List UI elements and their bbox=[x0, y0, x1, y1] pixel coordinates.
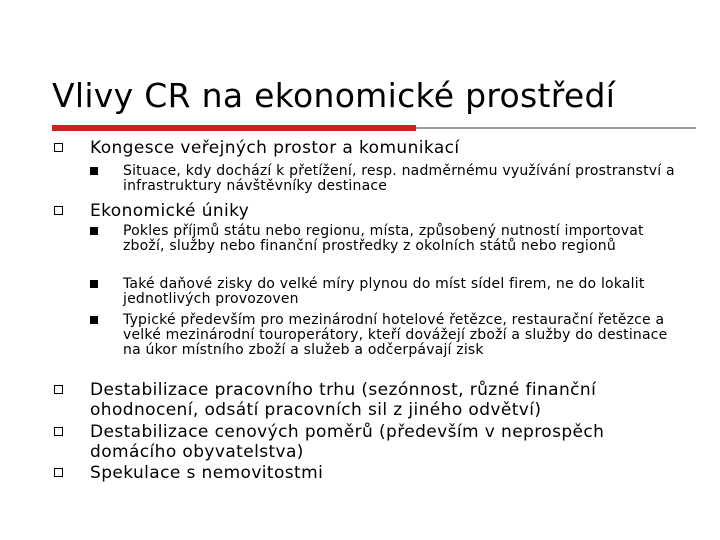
hollow-square-bullet-icon bbox=[54, 427, 63, 436]
slide-title: Vlivy CR na ekonomické prostředí bbox=[52, 76, 616, 115]
bullet-item: Spekulace s nemovitostmi bbox=[90, 463, 324, 483]
bullet-item: Ekonomické úniky bbox=[90, 201, 250, 221]
bullet-item: Destabilizace cenových poměrů (především v neprospěch domácího obyvatelstva) bbox=[90, 422, 605, 462]
bullet-item: Kongesce veřejných prostor a komunikací bbox=[90, 138, 460, 158]
filled-square-bullet-icon bbox=[90, 316, 98, 324]
hollow-square-bullet-icon bbox=[54, 385, 63, 394]
bullet-item: Destabilizace pracovního trhu (sezónnost, různé finanční ohodnocení, odsátí pracovních sil z jiného odvětví) bbox=[90, 380, 597, 420]
filled-square-bullet-icon bbox=[90, 227, 98, 235]
hollow-square-bullet-icon bbox=[54, 468, 63, 477]
sub-bullet-item: Typické především pro mezinárodní hotelové řetězce, restaurační řetězce a velké mezinárodní touroperátory, kteří dovážejí zboží a služby do destinace na úkor místního zboží a služeb a odčerpávají zisk bbox=[123, 312, 668, 358]
sub-bullet-item: Situace, kdy dochází k přetížení, resp. nadměrnému využívání prostranství a infrastruktury návštěvníky destinace bbox=[123, 163, 675, 194]
filled-square-bullet-icon bbox=[90, 167, 98, 175]
sub-bullet-item: Také daňové zisky do velké míry plynou do míst sídel firem, ne do lokalit jednotlivých provozoven bbox=[123, 276, 645, 307]
hollow-square-bullet-icon bbox=[54, 206, 63, 215]
hollow-square-bullet-icon bbox=[54, 143, 63, 152]
filled-square-bullet-icon bbox=[90, 280, 98, 288]
sub-bullet-item: Pokles příjmů státu nebo regionu, místa, způsobený nutností importovat zboží, služby nebo finanční prostředky z okolních států nebo regionů bbox=[123, 223, 644, 254]
